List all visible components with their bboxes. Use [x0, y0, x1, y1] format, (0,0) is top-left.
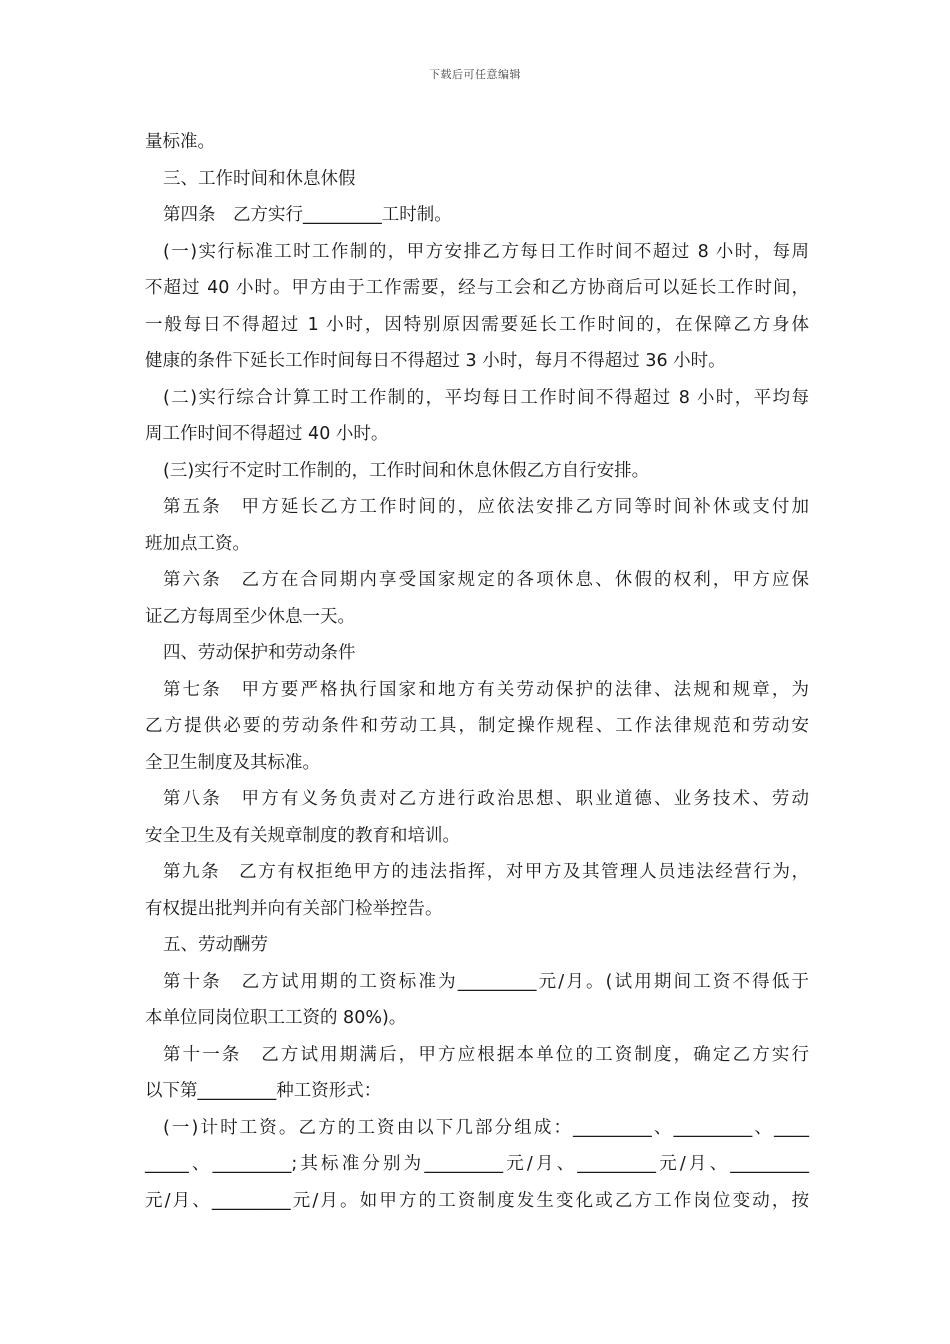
text-line: (三)实行不定时工作制的，工作时间和休息休假乙方自行安排。 [163, 460, 650, 481]
section-heading: 五、劳动酬劳 [163, 935, 268, 955]
text-line: 不超过 40 小时。甲方由于工作需要，经与工会和乙方协商后可以延长工作时间， [145, 278, 809, 298]
article-line: 第四条 乙方实行_________工时制。 [163, 205, 452, 225]
text-line: 一般每日不得超过 1 小时，因特别原因需要延长工作时间的，在保障乙方身体 [145, 314, 809, 335]
page-header: 下载后可任意编辑 [429, 68, 521, 81]
text-line: 全卫生制度及其标准。 [145, 752, 320, 773]
text-line: 周工作时间不得超过 40 小时。 [145, 424, 389, 444]
article-line: 第六条 乙方在合同期内享受国家规定的各项休息、休假的权利，甲方应保 [163, 570, 809, 590]
text-line: 证乙方每周至少休息一天。 [145, 606, 355, 627]
text-line: 班加点工资。 [145, 533, 250, 554]
document-body [145, 124, 809, 1219]
text-line: 有权提出批判并向有关部门检举控告。 [145, 898, 443, 919]
text-line: (一)实行标准工时工作制的，甲方安排乙方每日工作时间不超过 8 小时，每周 [163, 241, 809, 262]
article-line: 第五条 甲方延长乙方工作时间的，应依法安排乙方同等时间补休或支付加 [163, 497, 809, 517]
text-line: 乙方提供必要的劳动条件和劳动工具，制定操作规程、工作法律规范和劳动安 [145, 716, 809, 736]
text-line: 元/月、_________元/月。如甲方的工资制度发生变化或乙方工作岗位变动，按 [145, 1190, 809, 1211]
text-line: 安全卫生及有关规章制度的教育和培训。 [145, 825, 460, 846]
section-heading: 三、工作时间和休息休假 [163, 168, 356, 189]
text-line: (一)计时工资。乙方的工资由以下几部分组成：_________、_________、____ [163, 1117, 809, 1138]
article-line: 第九条 乙方有权拒绝甲方的违法指挥，对甲方及其管理人员违法经营行为， [163, 862, 809, 882]
text-line: _____、_________;其标准分别为_________元/月、_________元/月、_________ [145, 1154, 809, 1174]
article-line: 第八条 甲方有义务负责对乙方进行政治思想、职业道德、业务技术、劳动 [163, 789, 809, 809]
text-line: 量标准。 [145, 132, 215, 152]
article-line: 第十条 乙方试用期的工资标准为_________元/月。(试用期间工资不得低于 [163, 971, 809, 992]
text-line: (二)实行综合计算工时工作制的，平均每日工作时间不得超过 8 小时，平均每 [163, 387, 809, 408]
text-line: 健康的条件下延长工作时间每日不得超过 3 小时，每月不得超过 36 小时。 [145, 351, 726, 371]
section-heading: 四、劳动保护和劳动条件 [163, 643, 356, 663]
text-line: 以下第_________种工资形式： [145, 1081, 382, 1101]
article-line: 第十一条 乙方试用期满后，甲方应根据本单位的工资制度，确定乙方实行 [163, 1044, 809, 1065]
article-line: 第七条 甲方要严格执行国家和地方有关劳动保护的法律、法规和规章，为 [163, 679, 809, 700]
text-line: 本单位同岗位职工工资的 80%)。 [145, 1008, 407, 1028]
